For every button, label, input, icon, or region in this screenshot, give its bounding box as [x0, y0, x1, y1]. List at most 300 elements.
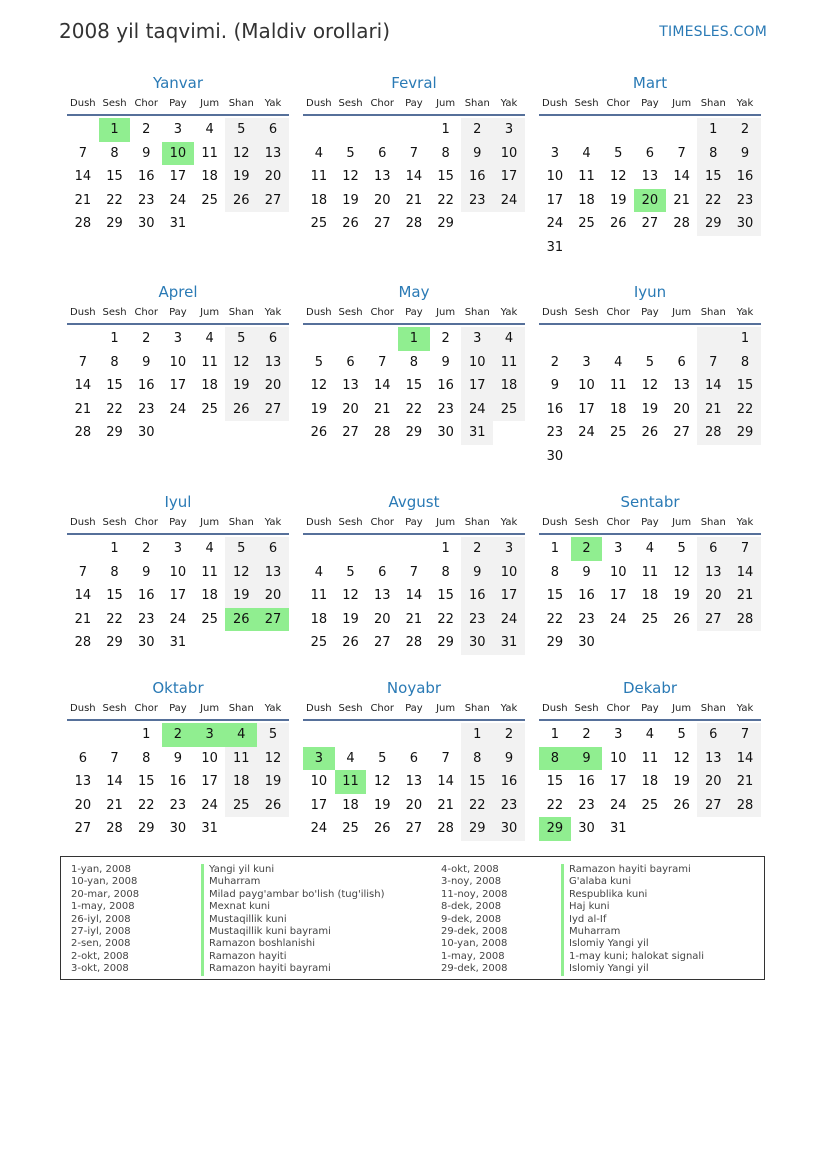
day-cell: 26 [673, 797, 690, 813]
day-cell: 20 [673, 401, 690, 417]
legend-date: 10-yan, 2008 [71, 876, 138, 888]
day-cell: 8 [697, 142, 729, 166]
day-cell: 19 [310, 401, 328, 417]
legend-date: 1-may, 2008 [71, 901, 135, 913]
empty-cell [335, 723, 367, 747]
weekday-label: Sesh [574, 98, 599, 109]
empty-cell [303, 537, 335, 561]
day-cell: 11 [641, 750, 659, 766]
day-cell: 17 [169, 378, 187, 394]
legend-date: 3-okt, 2008 [71, 963, 129, 975]
day-cell: 24 [493, 608, 525, 632]
day-cell: 7 [78, 564, 87, 580]
day-cell: 19 [342, 611, 359, 627]
day-grid [303, 327, 525, 445]
day-cell: 1 [441, 122, 450, 137]
day-cell: 2 [461, 118, 493, 142]
day-cell: 16 [493, 770, 525, 794]
weekday-label: Jum [672, 98, 692, 109]
day-grid [303, 118, 525, 236]
legend-holiday-name: Yangi yil kuni [201, 864, 385, 876]
weekday-label: Jum [200, 307, 220, 318]
day-cell: 27 [673, 425, 690, 441]
weekday-label: Chor [134, 703, 158, 714]
weekday-label: Dush [542, 517, 568, 528]
legend-holiday-name: Mexnat kuni [201, 901, 385, 913]
legend-holiday-name: Ramazon boshlanishi [201, 938, 385, 950]
day-cell: 24 [546, 216, 564, 232]
month-name: Iyun [633, 283, 667, 301]
empty-cell [697, 327, 729, 351]
day-cell: 30 [546, 448, 564, 464]
weekday-label: Chor [370, 98, 394, 109]
day-cell: 7 [409, 564, 419, 580]
legend-date: 1-yan, 2008 [71, 864, 131, 875]
weekday-label: Jum [672, 703, 692, 714]
month-oktabr [67, 677, 289, 841]
empty-cell [571, 118, 603, 142]
day-cell: 28 [729, 794, 761, 818]
day-cell: 19 [673, 588, 690, 604]
weekday-label: Yak [736, 307, 754, 318]
day-cell: 6 [409, 750, 419, 766]
day-cell: 27 [373, 635, 391, 651]
legend-names-right [561, 864, 704, 976]
day-cell: 7 [729, 723, 761, 747]
day-cell: 13 [74, 774, 92, 790]
holiday-day: 20 [634, 189, 666, 213]
day-cell: 13 [673, 378, 690, 394]
day-cell: 25 [310, 216, 328, 232]
weekday-label: Yak [500, 517, 518, 528]
empty-cell [366, 118, 398, 142]
day-cell: 2 [582, 727, 591, 742]
day-cell: 26 [609, 216, 627, 232]
day-cell: 21 [405, 192, 423, 208]
day-grid [539, 723, 761, 841]
day-cell: 6 [257, 327, 289, 351]
weekday-label: Jum [200, 703, 220, 714]
day-cell: 17 [546, 192, 564, 208]
empty-cell [366, 537, 398, 561]
weekday-label: Dush [70, 517, 96, 528]
day-cell: 19 [257, 770, 289, 794]
day-cell: 6 [257, 537, 289, 561]
day-cell: 2 [142, 541, 151, 556]
day-cell: 1 [697, 118, 729, 142]
day-cell: 17 [201, 774, 218, 790]
day-cell: 16 [137, 588, 155, 604]
day-cell: 24 [493, 189, 525, 213]
day-cell: 18 [225, 770, 257, 794]
day-cell: 18 [578, 192, 595, 208]
day-cell: 28 [74, 216, 92, 232]
day-cell: 6 [346, 354, 355, 370]
empty-cell [303, 327, 335, 351]
holiday-legend [60, 856, 765, 980]
day-cell: 24 [310, 821, 328, 837]
month-yanvar [67, 72, 289, 236]
weekday-label: Yak [736, 98, 754, 109]
weekday-label: Sesh [574, 307, 599, 318]
legend-holiday-name: Ramazon hayiti [201, 951, 385, 963]
day-cell: 20 [405, 797, 423, 813]
day-cell: 21 [437, 797, 454, 813]
day-cell: 8 [110, 354, 119, 370]
holiday-day: 1 [99, 118, 131, 142]
weekday-header [303, 516, 525, 530]
header-rule [539, 533, 761, 535]
legend-holiday-name: Mustaqillik kuni bayrami [201, 926, 385, 938]
header-rule [539, 323, 761, 325]
legend-date: 3-noy, 2008 [441, 876, 502, 888]
day-cell: 26 [342, 635, 359, 651]
day-cell: 23 [461, 189, 493, 213]
day-cell: 3 [493, 537, 525, 561]
day-cell: 14 [373, 378, 391, 394]
weekday-label: Pay [641, 307, 659, 318]
day-cell: 17 [609, 774, 627, 790]
weekday-label: Yak [264, 307, 282, 318]
legend-names-left [201, 864, 385, 976]
day-cell: 15 [729, 374, 761, 398]
day-cell: 23 [729, 189, 761, 213]
header-rule [303, 719, 525, 721]
day-cell: 25 [310, 635, 328, 651]
legend-date: 1-may, 2008 [441, 950, 505, 962]
day-cell: 28 [729, 608, 761, 632]
day-cell: 29 [697, 212, 729, 236]
day-cell: 5 [346, 145, 355, 161]
day-cell: 17 [169, 169, 187, 185]
day-cell: 8 [409, 354, 419, 370]
empty-cell [366, 723, 398, 747]
day-cell: 25 [201, 401, 218, 417]
day-cell: 15 [106, 588, 123, 604]
day-cell: 23 [437, 401, 454, 417]
day-grid [67, 723, 289, 841]
day-cell: 24 [169, 611, 187, 627]
weekday-label: Jum [436, 307, 456, 318]
weekday-label: Shan [228, 307, 254, 318]
day-cell: 10 [609, 750, 627, 766]
empty-cell [666, 118, 698, 142]
day-cell: 25 [641, 797, 659, 813]
day-cell: 28 [697, 421, 729, 445]
day-cell: 21 [106, 797, 123, 813]
weekday-label: Sesh [102, 307, 127, 318]
day-cell: 9 [461, 142, 493, 166]
day-cell: 13 [405, 774, 423, 790]
day-cell: 5 [257, 723, 289, 747]
day-cell: 29 [106, 635, 123, 651]
day-cell: 9 [441, 354, 450, 370]
day-cell: 8 [110, 145, 119, 161]
empty-cell [602, 118, 634, 142]
day-cell: 7 [729, 537, 761, 561]
legend-dates-right [441, 864, 508, 976]
month-name: May [398, 283, 430, 301]
day-cell: 8 [441, 145, 450, 161]
day-cell: 14 [74, 169, 92, 185]
day-cell: 17 [578, 401, 595, 417]
weekday-header [303, 306, 525, 320]
day-cell: 14 [697, 374, 729, 398]
weekday-label: Sesh [102, 703, 127, 714]
day-cell: 16 [578, 774, 595, 790]
weekday-label: Yak [500, 307, 518, 318]
day-cell: 24 [578, 425, 595, 441]
weekday-label: Sesh [574, 517, 599, 528]
month-name: Sentabr [620, 493, 680, 511]
day-cell: 28 [373, 425, 391, 441]
weekday-label: Dush [70, 98, 96, 109]
month-name: Yanvar [152, 74, 204, 92]
day-cell: 13 [257, 561, 289, 585]
legend-holiday-name: Muharram [201, 876, 385, 888]
day-cell: 4 [205, 122, 214, 137]
holiday-day: 3 [303, 747, 335, 771]
day-cell: 20 [697, 770, 729, 794]
day-cell: 14 [405, 169, 423, 185]
month-may [303, 281, 525, 445]
day-cell: 18 [310, 611, 328, 627]
day-cell: 15 [546, 588, 564, 604]
legend-date: 2-okt, 2008 [71, 950, 129, 962]
day-cell: 12 [641, 378, 659, 394]
holiday-day: 1 [398, 327, 430, 351]
day-grid [539, 537, 761, 655]
day-cell: 25 [201, 611, 218, 627]
weekday-label: Dush [542, 98, 568, 109]
day-cell: 18 [641, 774, 659, 790]
day-cell: 28 [405, 216, 423, 232]
site-link[interactable]: TIMESLES.COM [659, 24, 767, 40]
day-cell: 8 [142, 750, 151, 766]
month-avgust [303, 491, 525, 655]
empty-cell [666, 327, 698, 351]
day-cell: 14 [106, 774, 123, 790]
day-cell: 26 [225, 398, 257, 422]
day-cell: 1 [461, 723, 493, 747]
day-cell: 29 [546, 635, 564, 651]
month-name: Dekabr [622, 679, 678, 697]
month-fevral [303, 72, 525, 236]
month-name: Noyabr [386, 679, 442, 697]
day-cell: 11 [310, 169, 328, 185]
header-rule [303, 114, 525, 116]
day-cell: 4 [614, 354, 623, 370]
weekday-label: Sesh [338, 307, 363, 318]
day-cell: 3 [173, 541, 183, 556]
day-cell: 1 [142, 727, 151, 742]
month-iyun [539, 281, 761, 469]
day-cell: 4 [645, 541, 655, 556]
weekday-label: Shan [700, 517, 726, 528]
day-cell: 11 [225, 747, 257, 771]
day-cell: 23 [169, 797, 187, 813]
day-cell: 29 [137, 821, 155, 837]
day-cell: 9 [582, 564, 591, 580]
day-grid [539, 327, 761, 469]
weekday-label: Chor [370, 517, 394, 528]
weekday-header [67, 702, 289, 716]
weekday-label: Chor [134, 307, 158, 318]
legend-date: 20-mar, 2008 [71, 888, 140, 900]
day-cell: 1 [550, 541, 559, 556]
day-cell: 11 [609, 378, 627, 394]
weekday-label: Sesh [338, 98, 363, 109]
header-rule [67, 533, 289, 535]
day-cell: 7 [110, 750, 119, 766]
holiday-day: 26 [225, 608, 257, 632]
day-cell: 31 [546, 239, 564, 255]
day-cell: 22 [729, 398, 761, 422]
day-cell: 12 [225, 561, 257, 585]
legend-holiday-name: G'alaba kuni [561, 876, 704, 888]
day-cell: 29 [461, 817, 493, 841]
holiday-day: 2 [571, 537, 603, 561]
day-cell: 22 [106, 401, 123, 417]
day-cell: 8 [110, 564, 119, 580]
empty-cell [539, 327, 571, 351]
empty-cell [99, 723, 131, 747]
day-cell: 12 [257, 747, 289, 771]
day-cell: 7 [78, 354, 87, 370]
day-cell: 3 [614, 541, 623, 556]
day-cell: 5 [614, 145, 623, 161]
day-cell: 19 [225, 374, 257, 398]
weekday-label: Dush [70, 703, 96, 714]
day-cell: 23 [137, 192, 155, 208]
month-iyul [67, 491, 289, 655]
month-sentabr [539, 491, 761, 655]
header-rule [539, 719, 761, 721]
weekday-label: Jum [436, 98, 456, 109]
day-cell: 4 [346, 750, 355, 766]
day-cell: 11 [578, 169, 595, 185]
day-cell: 4 [314, 145, 323, 161]
day-cell: 30 [729, 212, 761, 236]
weekday-header [539, 702, 761, 716]
holiday-day: 9 [571, 747, 603, 771]
weekday-label: Chor [370, 307, 394, 318]
day-cell: 20 [342, 401, 359, 417]
day-grid [303, 537, 525, 655]
day-cell: 5 [645, 354, 655, 370]
day-cell: 5 [346, 564, 355, 580]
day-cell: 2 [550, 354, 559, 370]
day-cell: 7 [409, 145, 419, 161]
weekday-label: Sesh [574, 703, 599, 714]
day-cell: 30 [137, 425, 155, 441]
day-cell: 3 [173, 122, 183, 137]
day-cell: 29 [106, 425, 123, 441]
weekday-label: Chor [134, 98, 158, 109]
empty-cell [634, 118, 666, 142]
weekday-header [67, 306, 289, 320]
day-cell: 10 [578, 378, 595, 394]
day-cell: 1 [110, 331, 119, 346]
day-cell: 13 [257, 351, 289, 375]
day-cell: 21 [373, 401, 391, 417]
day-cell: 8 [441, 564, 450, 580]
day-cell: 14 [74, 588, 92, 604]
day-cell: 3 [582, 354, 591, 370]
holiday-day: 8 [539, 747, 571, 771]
weekday-label: Dush [542, 703, 568, 714]
day-cell: 25 [342, 821, 359, 837]
weekday-label: Pay [405, 517, 423, 528]
month-name: Avgust [388, 493, 440, 511]
day-cell: 27 [641, 216, 659, 232]
day-grid [539, 118, 761, 260]
day-cell: 26 [373, 821, 391, 837]
weekday-label: Yak [264, 703, 282, 714]
day-cell: 3 [550, 145, 559, 161]
day-cell: 23 [137, 401, 155, 417]
day-cell: 31 [493, 631, 525, 655]
month-name: Iyul [164, 493, 192, 511]
weekday-header [539, 306, 761, 320]
holiday-day: 11 [335, 770, 367, 794]
day-cell: 22 [437, 192, 454, 208]
day-cell: 6 [645, 145, 655, 161]
empty-cell [335, 327, 367, 351]
weekday-label: Sesh [338, 703, 363, 714]
day-cell: 7 [697, 351, 729, 375]
empty-cell [67, 118, 99, 142]
weekday-label: Shan [464, 703, 490, 714]
weekday-label: Sesh [102, 517, 127, 528]
holiday-day: 29 [539, 817, 571, 841]
day-cell: 5 [677, 727, 686, 742]
day-cell: 18 [201, 588, 218, 604]
empty-cell [398, 118, 430, 142]
weekday-label: Shan [228, 517, 254, 528]
day-cell: 21 [74, 401, 92, 417]
day-cell: 16 [461, 584, 493, 608]
empty-cell [539, 118, 571, 142]
day-cell: 19 [641, 401, 659, 417]
day-cell: 12 [342, 588, 359, 604]
day-cell: 25 [201, 192, 218, 208]
day-cell: 22 [106, 192, 123, 208]
legend-date: 4-okt, 2008 [441, 864, 499, 875]
day-cell: 13 [373, 169, 391, 185]
day-cell: 31 [461, 421, 493, 445]
day-cell: 1 [441, 541, 450, 556]
legend-holiday-name: Mustaqillik kuni [201, 914, 385, 926]
day-cell: 16 [578, 588, 595, 604]
weekday-label: Pay [405, 307, 423, 318]
day-cell: 11 [201, 145, 218, 161]
day-cell: 26 [342, 216, 359, 232]
day-cell: 26 [641, 425, 659, 441]
day-cell: 30 [461, 631, 493, 655]
empty-cell [430, 723, 462, 747]
day-cell: 19 [342, 192, 359, 208]
day-cell: 30 [137, 635, 155, 651]
header-rule [67, 719, 289, 721]
day-cell: 12 [673, 564, 690, 580]
day-cell: 9 [142, 354, 151, 370]
day-cell: 21 [697, 398, 729, 422]
day-cell: 24 [609, 797, 627, 813]
header-rule [67, 114, 289, 116]
day-cell: 5 [225, 327, 257, 351]
month-mart [539, 72, 761, 260]
